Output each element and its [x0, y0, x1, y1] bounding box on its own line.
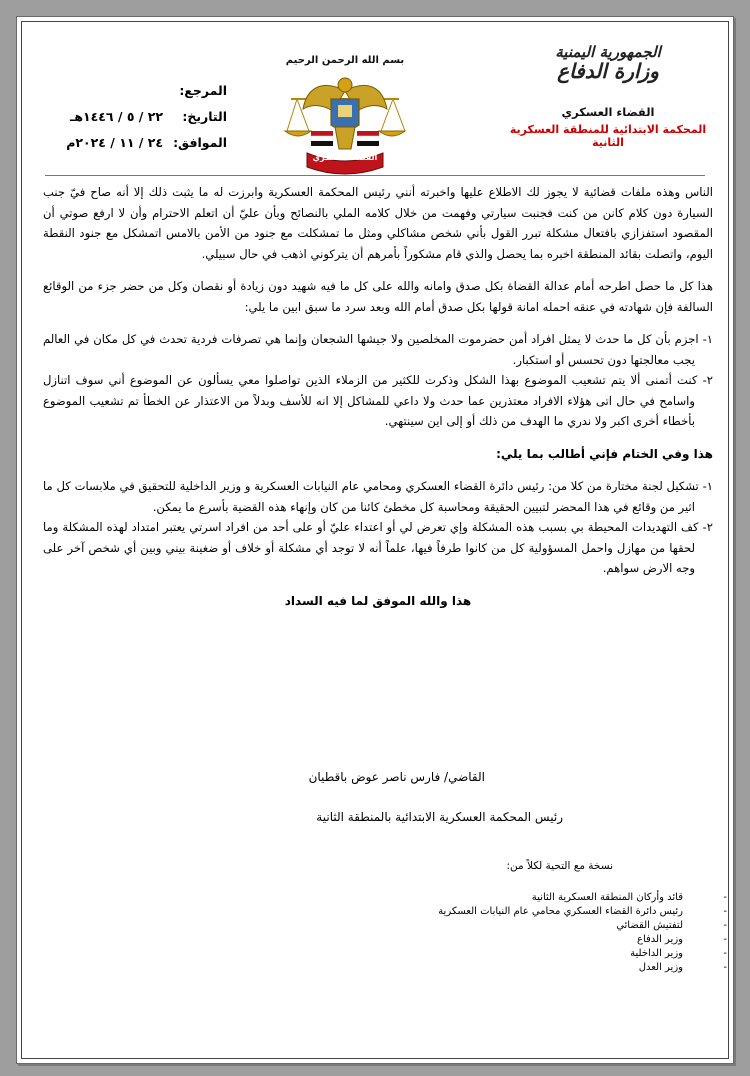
cc-bullet: -	[723, 906, 727, 917]
list-item	[43, 476, 713, 517]
cc-bullet: -	[723, 948, 727, 959]
emblem-block	[265, 55, 425, 179]
basmala: بسم الله الرحمن الرحيم	[285, 55, 405, 66]
cc-item	[343, 891, 727, 905]
ref-row-reference	[51, 77, 227, 103]
ref-row-date-hijri	[51, 103, 227, 129]
ministry-title: وزارة الدفاع	[557, 59, 659, 83]
letter-body	[43, 182, 713, 611]
ref-label: التاريخ:	[182, 108, 227, 124]
item-text: اجزم بأن كل ما حدث لا يمثل افراد أمن حضرموت المخلصين ولا جيشها الشجعان وإنما هي تصرفات فردية تحدث في كل مكان في العالم يجب معالجتها دون تحسس أو استكبار.	[43, 332, 699, 367]
cc-item-text: لتفتيش القضائي	[616, 920, 683, 931]
cc-item-text: وزير العدل	[638, 962, 683, 973]
signature-title: رئيس المحكمة العسكرية الابتدائية بالمنطقة الثانية	[316, 810, 563, 824]
cc-item	[343, 905, 727, 919]
item-number: ١-	[702, 332, 713, 346]
demands-heading: هذا وفي الختام فإني أطالب بما يلي:	[496, 446, 713, 461]
list-item	[43, 329, 713, 370]
republic-title: الجمهورية اليمنية	[555, 43, 661, 61]
ref-label: الموافق:	[173, 134, 227, 150]
cc-bullet: -	[723, 920, 727, 931]
signature-name: القاضي/ فارس ناصر عوض باقطيان	[308, 770, 485, 784]
item-number: ٢-	[702, 520, 714, 534]
court-title: المحكمة الابتدائية للمنطقة العسكرية الثانية	[509, 123, 707, 149]
ref-value: ٢٢ / ٥ / ١٤٤٦هـ	[70, 108, 163, 124]
cc-item-text: وزير الداخلية	[630, 948, 683, 959]
cc-item	[343, 961, 727, 975]
closing-line: هذا والله الموفق لما فيه السداد	[284, 593, 472, 608]
letterhead-right	[493, 43, 723, 149]
item-text: تشكيل لجنة مختارة من كلا من: رئيس دائرة القضاء العسكري ومحامي عام النيابات العسكرية و وزير الداخلية للتحقيق في ملابسات كل ما اثير من وقائع في هذا المحضر لتبيين الحقيقة ومحاسبة كل مخطئ كائنا من كان وإنهاء هذه القضية بأسرع ما يمكن.	[43, 479, 699, 514]
item-text: كنت أتمنى ألا يتم تشعيب الموضوع بهذا الشكل وذكرت للكثير من الزملاء الذين تواصلوا معي يسألون عن الموضوع أني سوف اتنازل واسامح في حال اتى هؤلاء الافراد معتذرين عما حدث ولا داعي للمشاكل إلا انه للأسف وبدلاً من الاعتذار عن الخطأ تم تشعيب الموضوع بأخطاء أخرى اكبر ولا ندري ما الهدف من ذلك أو إلى اين سينتهي.	[43, 373, 698, 428]
item-number: ١-	[702, 479, 713, 493]
cc-list	[343, 891, 727, 975]
cc-bullet: -	[723, 892, 727, 903]
ref-label: المرجع:	[179, 82, 227, 98]
paragraph-incident: الناس وهذه ملفات قضائية لا يجوز لك الاطلاع عليها واخبرته أنني رئيس المحكمة العسكرية وابرزت له ما يثبت ذلك إلا أنه صاح فيّ جنب السيارة دون كلام كانن من كنت فجنبت سيارتي وفهمت من خلال كلامه الملي بالنصائح وبأن عليّ أن اتعلم الاحترام وأن لا ارفع صوتي أن المقصود استفزازي بافتعال مشكلة تبرر القول بأني شخص مشاكلي ومثل ما تمشكلت مع جنود من الأمن بالامس اتمشكل مع جنود النقطة اليوم، واتصلت بقائد المنطقة اخبره بما يحصل والذي قام مشكوراً بأمرهم أن يتركوني اذهب في حال سبيلي.	[43, 185, 713, 261]
reference-block	[51, 77, 227, 155]
document-page	[16, 16, 734, 1064]
cc-bullet: -	[723, 962, 727, 973]
cc-item	[343, 947, 727, 961]
cc-item-text: رئيس دائرة القضاء العسكري محامي عام النيابات العسكرية	[438, 906, 683, 917]
header-divider	[45, 175, 705, 176]
list-item	[43, 370, 713, 432]
cc-item	[343, 933, 727, 947]
cc-heading: نسخة مع التحية لكلاً من:	[506, 860, 613, 872]
item-text: كف التهديدات المحيطة بي بسبب هذه المشكلة وإي تعرض لي أو اعتداء عليّ أو على أحد من افراد اسرتي يعتبر امتداد لهذه المشكلة وما لحقها من مهازل واحمل المسؤولية كل من كانوا طرفاً فيها، علماً أنه لا توجد أي مشكلة أو خلاف أو ضغينة بيني وبين أي شخص آخر على وجه الارض سواهم.	[43, 520, 699, 575]
cc-bullet: -	[723, 934, 727, 945]
item-number: ٢-	[702, 373, 713, 387]
ref-value: ٢٤ / ١١ / ٢٠٢٤م	[66, 134, 163, 150]
judiciary-title: القضاء العسكري	[561, 105, 655, 119]
paragraph-summary: هذا كل ما حصل اطرحه أمام عدالة القضاة بكل صدق وامانه والله على كل ما فيه شهيد دون زيادة أو نقصان وكل من حضر جزء من الوقائع السالفة فإن شهادته في عنقه احمله امانة قولها بكل صدق أمام الله وبعد سرد ما سبق ابين ما يلي:	[43, 279, 713, 314]
cc-item-text: قائد وأركان المنطقة العسكرية الثانية	[531, 892, 683, 903]
ref-row-date-gregorian	[51, 129, 227, 155]
cc-item-text: وزير الدفاع	[636, 934, 683, 945]
cc-item	[343, 919, 727, 933]
emblem-ribbon-text: القضاء العسكري	[312, 153, 378, 162]
list-item	[43, 517, 713, 579]
